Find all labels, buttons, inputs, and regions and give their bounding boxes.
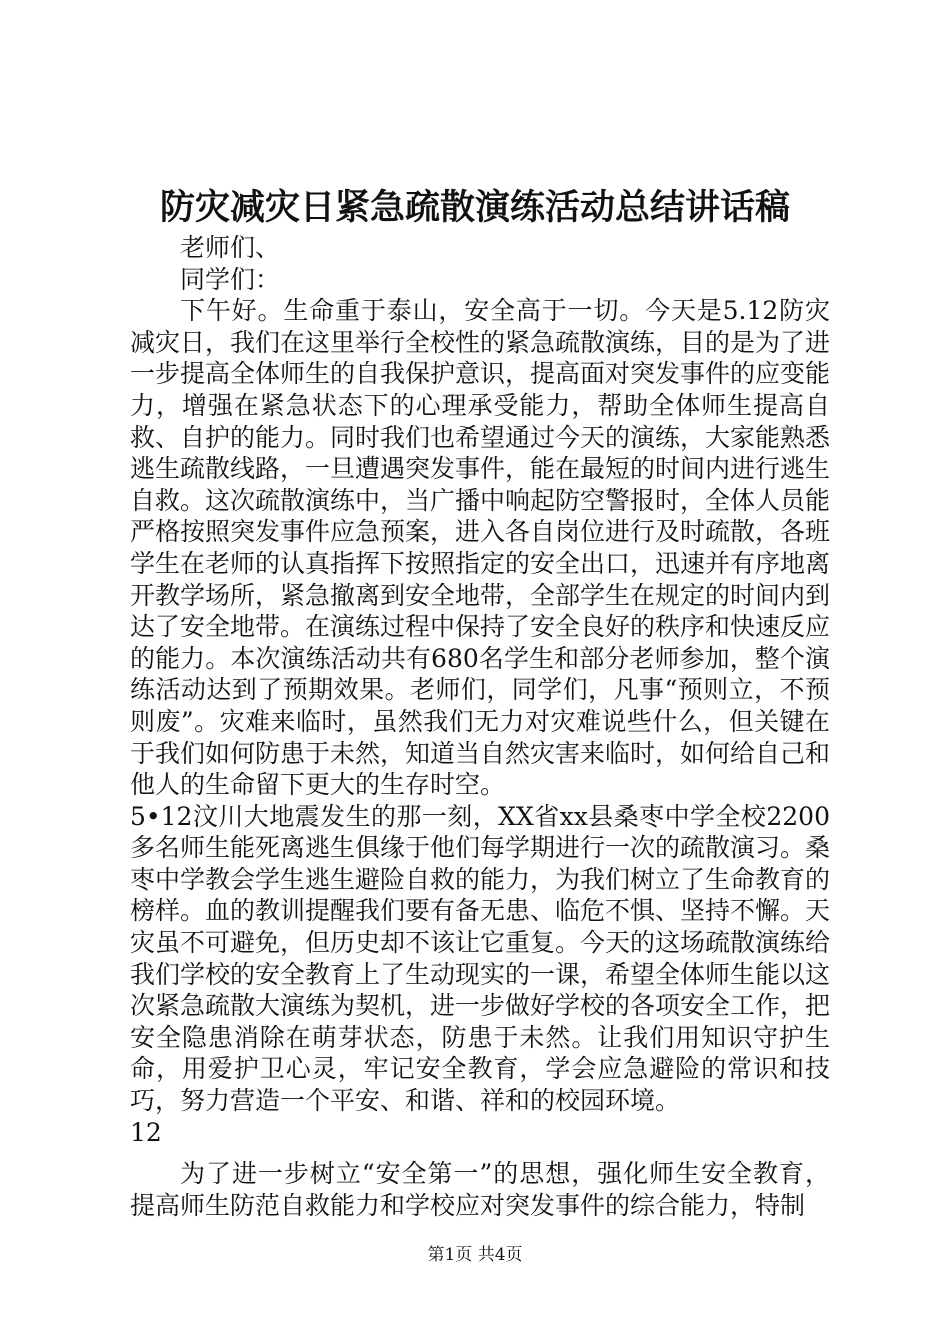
paragraph-number: 12 — [130, 1117, 162, 1147]
salutation-students: 同学们： — [180, 264, 281, 294]
document-body — [130, 232, 830, 1221]
salutation-teachers: 老师们、 — [180, 233, 281, 262]
paragraph-opening: 下午好。生命重于泰山，安全高于一切。今天是5.12防灾减灾日，我们在这里举行全校性的紧急疏散演练，目的是为了进一步提高全体师生的自我保护意识，提高面对突发事件的应变能力，增强在紧急状态下的心理承受能力，帮助全体师生提高自救、自护的能力。同时我们也希望通过今天的演练，大家能熟悉逃生疏散线路，一旦遭遇突发事件，能在最短的时间内进行逃生自救。这次疏散演练中，当广播中响起防空警报时，全体人员能严格按照突发事件应急预案，进入各自岗位进行及时疏散，各班学生在老师的认真指挥下按照指定的安全出口，迅速并有序地离开教学场所，紧急撤离到安全地带，全部学生在规定的时间内到达了安全地带。在演练过程中保持了安全良好的秩序和快速反应的能力。本次演练活动共有680名学生和部分老师参加，整个演练活动达到了预期效果。老师们，同学们，凡事“预则立，不预则废”。灾难来临时，虽然我们无力对灾难说些什么，但关键在于我们如何防患于未然，知道当自然灾害来临时，如何给自己和他人的生命留下更大的生存时空。 — [130, 296, 831, 800]
paragraph-wenchuan: 5•12汶川大地震发生的那一刻，XX省xx县桑枣中学全校2200多名师生能死离逃生俱缘于他们每学期进行一次的疏散演习。桑枣中学教会学生逃生避险自救的能力，为我们树立了生命教育的榜样。血的教训提醒我们要有备无患、临危不惧、坚持不懈。天灾虽不可避免，但历史却不该让它重复。今天的这场疏散演练给我们学校的安全教育上了生动现实的一课，希望全体师生能以这次紧急疏散大演练为契机，进一步做好学校的各项安全工作，把安全隐患消除在萌芽状态，防患于未然。让我们用知识守护生命，用爱护卫心灵，牢记安全教育，学会应急避险的常识和技巧，努力营造一个平安、和谐、祥和的校园环境。 — [130, 801, 831, 1116]
page-number-footer: 第1页 共4页 — [427, 1245, 523, 1265]
document-title: 防灾减灾日紧急疏散演练活动总结讲话稿 — [159, 187, 790, 228]
paragraph-safety-first: 为了进一步树立“安全第一”的思想，强化师生安全教育，提高师生防范自救能力和学校应对突发事件的综合能力，特制 — [130, 1159, 830, 1220]
